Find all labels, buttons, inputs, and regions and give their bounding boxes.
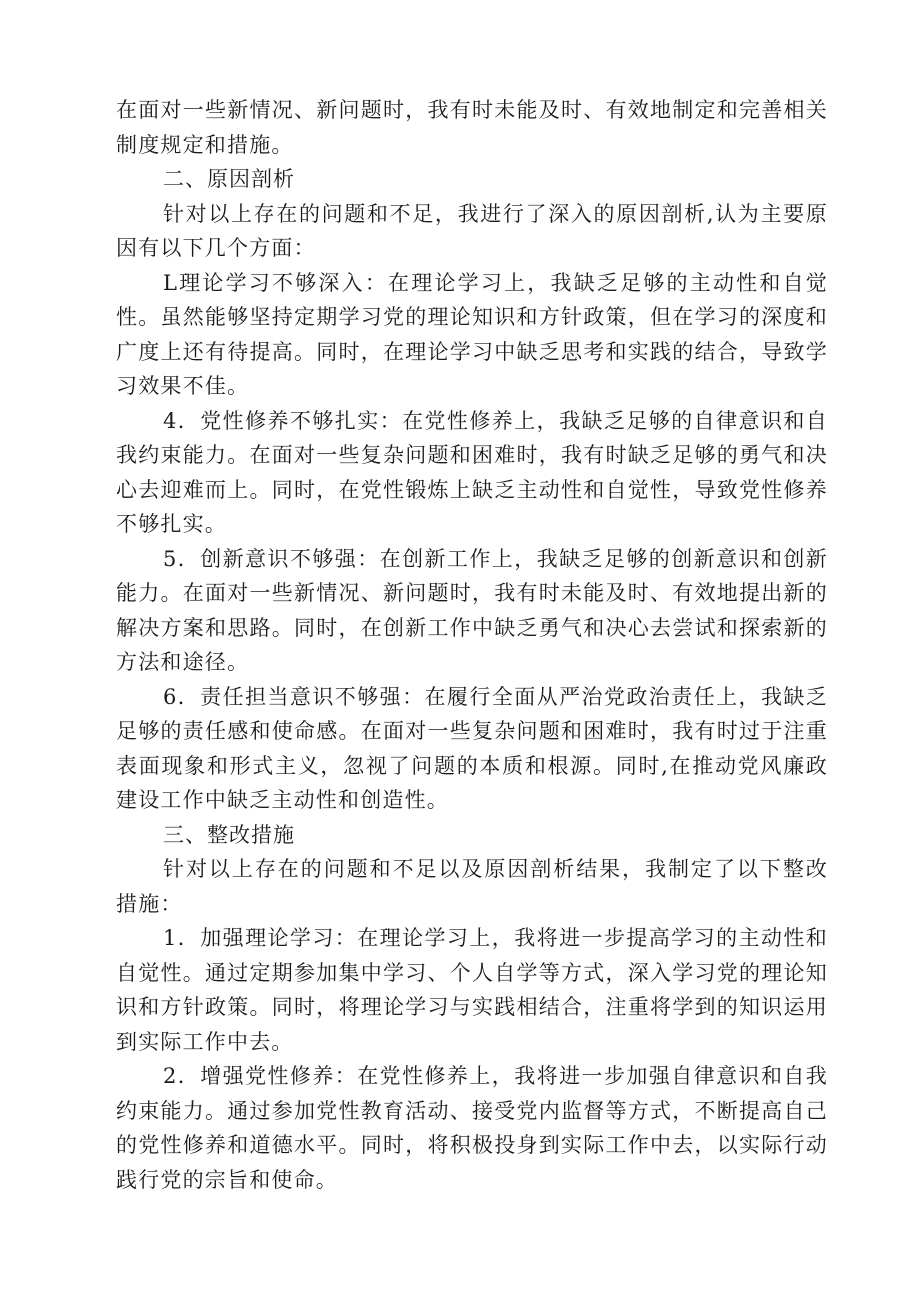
paragraph-cause-innovation: 5．创新意识不够强：在创新工作上，我缺乏足够的创新意识和创新能力。在面对一些新情况、新问题时，我有时未能及时、有效地提出新的解决方案和思路。同时，在创新工作中缺乏勇气和决心去尝试和探索新的方法和途径。 [116, 546, 828, 674]
paragraph-measure-party-spirit: 2．增强党性修养：在党性修养上，我将进一步加强自律意识和自我约束能力。通过参加党性教育活动、接受党内监督等方式，不断提高自己的党性修养和道德水平。同时，将积极投身到实际工作中去，以实际行动践行党的宗旨和使命。 [116, 1064, 828, 1192]
paragraph-measure-theory-study: 1．加强理论学习：在理论学习上，我将进一步提高学习的主动性和自觉性。通过定期参加集中学习、个人自学等方式，深入学习党的理论知识和方针政策。同时，将理论学习与实践相结合，注重将学到的知识运用到实际工作中去。 [116, 926, 828, 1054]
paragraph-cause-responsibility: 6．责任担当意识不够强：在履行全面从严治党政治责任上，我缺乏足够的责任感和使命感。在面对一些复杂问题和困难时，我有时过于注重表面现象和形式主义，忽视了问题的本质和根源。同时,在推动党风廉政建设工作中缺乏主动性和创造性。 [116, 684, 828, 812]
paragraph-cause-party-spirit: 4．党性修养不够扎实：在党性修养上，我缺乏足够的自律意识和自我约束能力。在面对一些复杂问题和困难时，我有时缺乏足够的勇气和决心去迎难而上。同时，在党性锻炼上缺乏主动性和自觉性，导致党性修养不够扎实。 [116, 408, 828, 536]
section-heading-cause-analysis: 二、原因剖析 [163, 167, 295, 191]
section-heading-rectification: 三、整改措施 [163, 822, 295, 847]
paragraph-intro-tail: 在面对一些新情况、新问题时，我有时未能及时、有效地制定和完善相关制度规定和措施。 [116, 98, 828, 157]
paragraph-cause-theory-study: L理论学习不够深入：在理论学习上，我缺乏足够的主动性和自觉性。虽然能够坚持定期学习党的理论知识和方针政策，但在学习的深度和广度上还有待提高。同时，在理论学习中缺乏思考和实践的结合，导致学习效果不佳。 [116, 270, 828, 398]
paragraph-measures-intro: 针对以上存在的问题和不足以及原因剖析结果，我制定了以下整改措施： [116, 857, 828, 916]
document-body [116, 93, 828, 1197]
paragraph-analysis-intro: 针对以上存在的问题和不足，我进行了深入的原因剖析,认为主要原因有以下几个方面： [116, 201, 828, 260]
